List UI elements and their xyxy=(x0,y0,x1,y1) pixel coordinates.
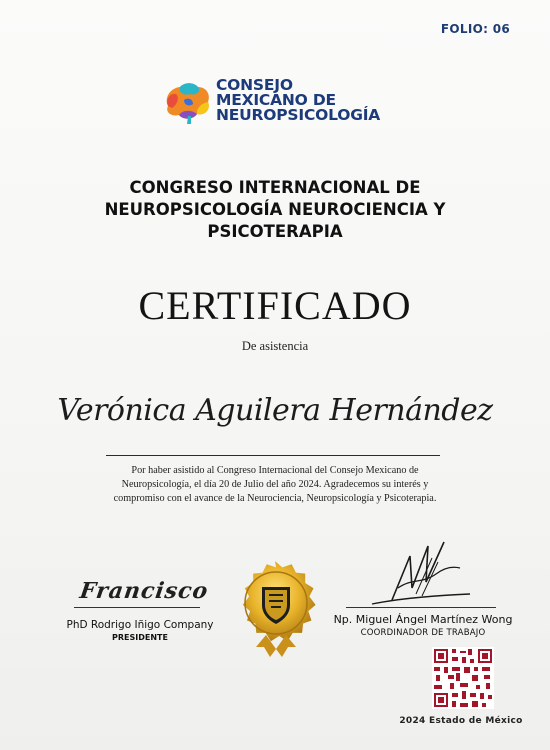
coordinator-signature xyxy=(352,538,482,610)
congress-title-line: PSICOTERAPIA xyxy=(207,222,343,241)
certificate-subtitle: De asistencia xyxy=(241,339,309,353)
president-signature-line xyxy=(74,607,200,608)
organization-name xyxy=(216,78,380,123)
organization-name-line: MEXICANO DE xyxy=(216,91,336,109)
congress-title-line: CONGRESO INTERNACIONAL DE xyxy=(129,178,421,197)
gold-seal-icon xyxy=(226,551,328,667)
coordinator-signature-line xyxy=(346,607,496,608)
recipient-name: Verónica Aguilera Hernández xyxy=(57,393,493,428)
congress-title xyxy=(40,177,510,243)
president-signature: Francisco xyxy=(78,578,211,604)
certificate-title: CERTIFICADO xyxy=(138,283,412,328)
congress-title-line: NEUROPSICOLOGÍA NEUROCIENCIA Y xyxy=(104,200,446,219)
body-line: Por haber asistido al Congreso Internacional del Consejo Mexicano de xyxy=(131,465,419,476)
president-name: PhD Rodrigo Iñigo Company xyxy=(66,619,214,631)
body-line: Neuropsicología, el día 20 de Julio del año 2024. Agradecemos su interés y xyxy=(121,479,429,490)
organization-name-line: NEUROPSICOLOGÍA xyxy=(216,106,381,124)
issue-place: 2024 Estado de México xyxy=(399,716,523,726)
coordinator-role: COORDINADOR DE TRABAJO xyxy=(360,628,486,638)
coordinator-name: Np. Miguel Ángel Martínez Wong xyxy=(333,613,513,626)
recipient-underline xyxy=(106,455,440,456)
brain-logo-icon xyxy=(162,80,212,124)
qr-code-icon xyxy=(432,647,494,709)
organization-name-line: CONSEJO xyxy=(216,76,293,94)
organization-logo xyxy=(162,78,402,130)
certificate-body xyxy=(80,464,470,506)
president-role: PRESIDENTE xyxy=(112,633,168,642)
folio-number: FOLIO: 06 xyxy=(440,22,510,36)
body-line: compromiso con el avance de la Neurociencia, Neuropsicología y Psicoterapia. xyxy=(113,493,437,504)
